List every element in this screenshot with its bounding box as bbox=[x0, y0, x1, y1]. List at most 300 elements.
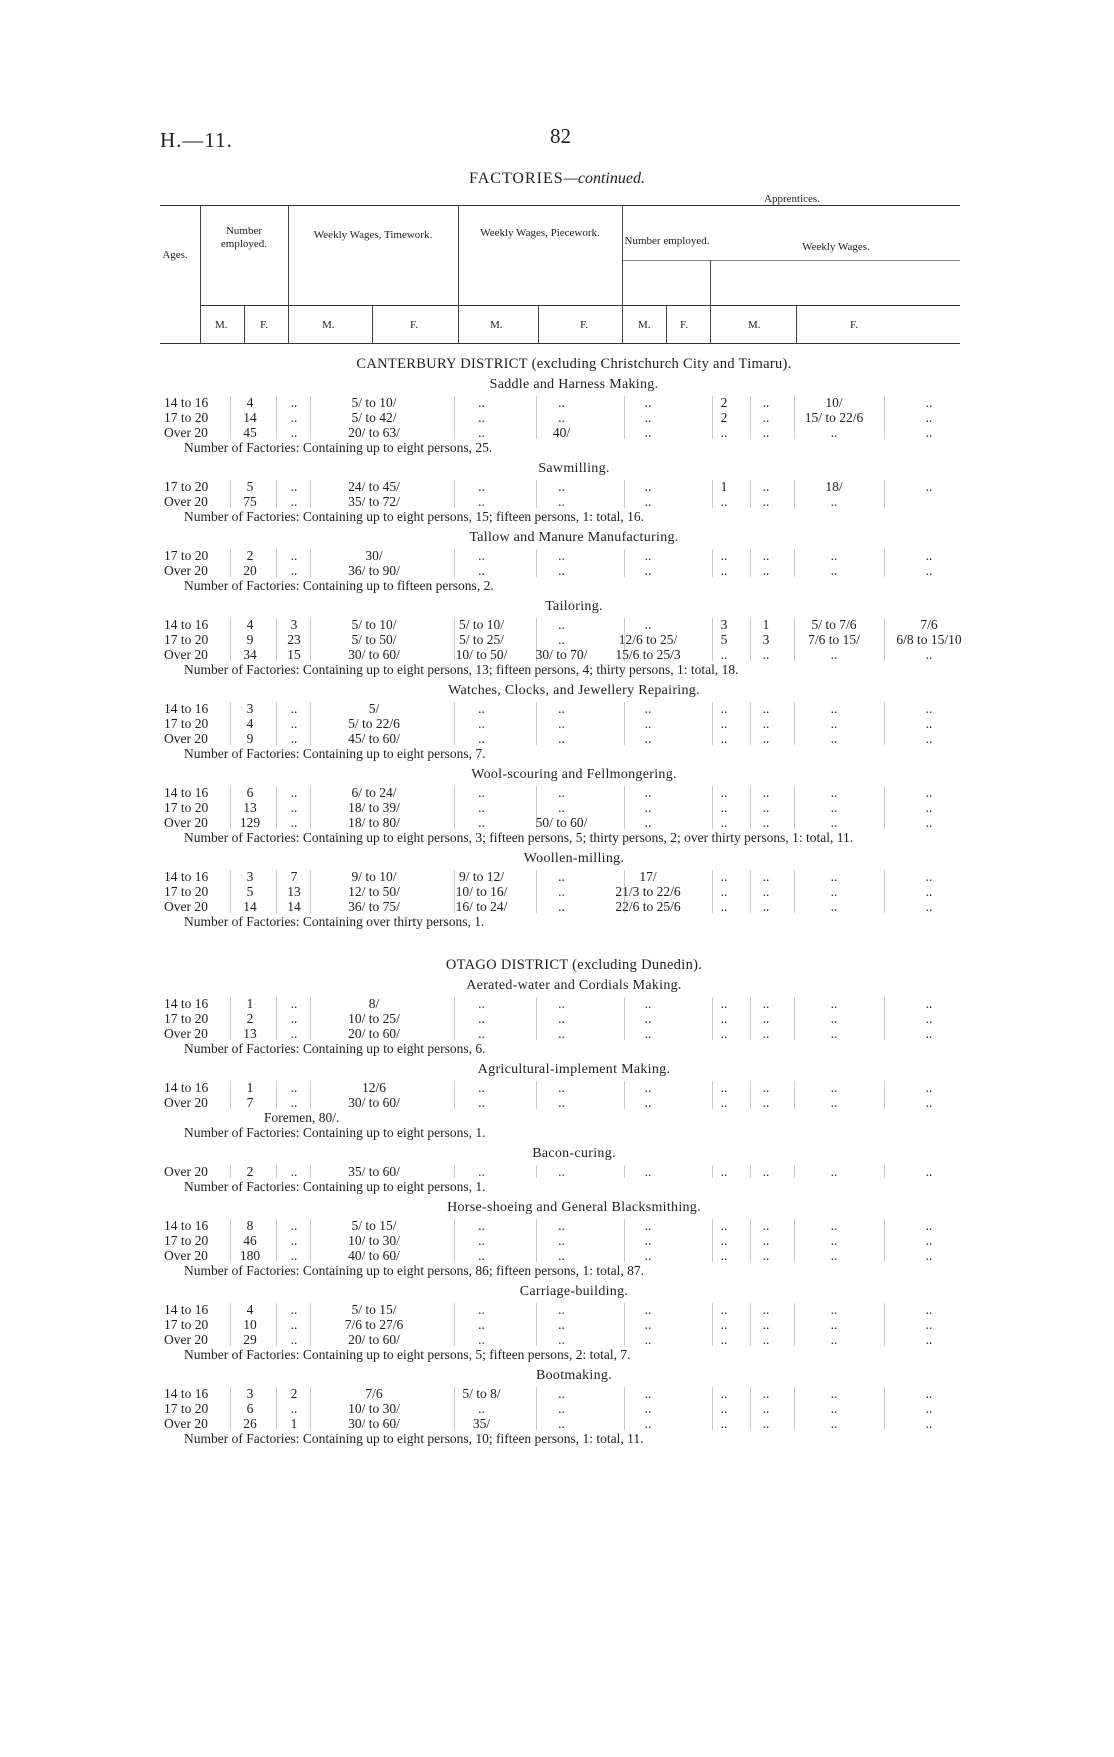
column-rule bbox=[310, 1303, 311, 1346]
cell-app-wages-f: .. bbox=[925, 410, 933, 425]
cell-timework-f: 10/ to 16/ bbox=[455, 884, 508, 899]
factories-note: Number of Factories: Containing up to eight persons, 1. bbox=[184, 1179, 486, 1194]
table-row bbox=[164, 1164, 984, 1179]
trade-block bbox=[164, 1284, 984, 1362]
cell-timework-f: 35/ bbox=[472, 1416, 491, 1431]
column-rule bbox=[230, 549, 231, 577]
cell-app-wages-m: .. bbox=[830, 716, 838, 731]
cell-piecework-m: .. bbox=[558, 1248, 565, 1263]
cell-number-m: 3 bbox=[246, 869, 254, 884]
cell-number-m: 10 bbox=[243, 1317, 257, 1332]
trade-block bbox=[164, 851, 984, 929]
cell-app-wages-f: .. bbox=[925, 731, 933, 746]
column-rule bbox=[624, 870, 625, 913]
trade-rows bbox=[164, 479, 984, 509]
column-rule bbox=[310, 1165, 311, 1178]
cell-apprentice-m: .. bbox=[720, 1332, 728, 1347]
cell-app-wages-f: .. bbox=[925, 425, 933, 440]
cell-number-f: 15 bbox=[287, 647, 301, 662]
column-rule bbox=[712, 702, 713, 745]
cell-age: 14 to 16 bbox=[164, 1080, 209, 1095]
cell-age: 17 to 20 bbox=[164, 632, 209, 647]
cell-app-wages-f: .. bbox=[925, 1080, 933, 1095]
cell-piecework-f: .. bbox=[644, 1317, 652, 1332]
cell-piecework-f: .. bbox=[644, 425, 652, 440]
column-rule bbox=[310, 549, 311, 577]
column-rule bbox=[454, 1081, 455, 1109]
cell-app-wages-m: 15/ to 22/6 bbox=[804, 410, 864, 425]
column-rule bbox=[624, 1387, 625, 1430]
column-rule bbox=[794, 1303, 795, 1346]
cell-apprentice-f: .. bbox=[762, 785, 770, 800]
cell-piecework-f: .. bbox=[644, 479, 652, 494]
cell-apprentice-m: .. bbox=[720, 731, 728, 746]
cell-timework-m: 18/ to 39/ bbox=[348, 800, 400, 815]
foremen-note: Foremen, 80/. bbox=[264, 1110, 340, 1125]
cell-piecework-m: .. bbox=[558, 395, 565, 410]
cell-app-wages-m: .. bbox=[830, 1416, 838, 1431]
cell-apprentice-f: .. bbox=[762, 996, 770, 1011]
cell-timework-m: 10/ to 30/ bbox=[348, 1401, 400, 1416]
table-row bbox=[164, 647, 984, 662]
column-rule bbox=[310, 1081, 311, 1109]
cell-piecework-m: .. bbox=[558, 479, 565, 494]
column-rule bbox=[884, 1219, 885, 1262]
cell-number-f: .. bbox=[290, 479, 298, 494]
column-rule bbox=[750, 702, 751, 745]
cell-timework-m: 30/ to 60/ bbox=[348, 1095, 400, 1110]
column-rule bbox=[230, 1081, 231, 1109]
cell-number-f: .. bbox=[290, 1080, 298, 1095]
column-rule bbox=[536, 702, 537, 745]
table-row bbox=[164, 1248, 984, 1263]
cell-app-wages-m: .. bbox=[830, 701, 838, 716]
cell-number-f: 23 bbox=[287, 632, 301, 647]
cell-app-wages-f: .. bbox=[925, 884, 933, 899]
cell-timework-f: .. bbox=[478, 800, 485, 815]
cell-piecework-m: .. bbox=[558, 716, 565, 731]
cell-timework-m: 24/ to 45/ bbox=[348, 479, 400, 494]
cell-timework-f: .. bbox=[478, 1302, 485, 1317]
column-rule bbox=[750, 997, 751, 1040]
cell-piecework-f: .. bbox=[644, 701, 652, 716]
column-rule bbox=[750, 1387, 751, 1430]
cell-apprentice-m: .. bbox=[720, 716, 728, 731]
column-rule bbox=[230, 618, 231, 661]
cell-timework-m: 5/ to 15/ bbox=[351, 1302, 397, 1317]
cell-apprentice-m: 2 bbox=[720, 410, 728, 425]
column-rule bbox=[884, 1165, 885, 1178]
cell-piecework-m: 50/ to 60/ bbox=[535, 815, 588, 830]
cell-app-wages-m: .. bbox=[830, 1248, 838, 1263]
cell-apprentice-f: .. bbox=[762, 869, 770, 884]
cell-app-wages-m: .. bbox=[830, 548, 838, 563]
column-rule bbox=[750, 618, 751, 661]
factories-note: Number of Factories: Containing up to eight persons, 3; fifteen persons, 5; thirty persons, 2; over thirty persons, 1: total, 11. bbox=[184, 830, 854, 845]
column-rule bbox=[310, 480, 311, 508]
table-row bbox=[164, 785, 984, 800]
cell-timework-m: 5/ to 50/ bbox=[351, 632, 397, 647]
cell-age: 17 to 20 bbox=[164, 800, 209, 815]
page-number: 82 bbox=[550, 124, 571, 148]
cell-number-f: .. bbox=[290, 716, 298, 731]
column-rule bbox=[794, 997, 795, 1040]
cell-timework-f: 5/ to 10/ bbox=[458, 617, 504, 632]
cell-piecework-m: .. bbox=[558, 884, 565, 899]
cell-number-f: .. bbox=[290, 1164, 298, 1179]
cell-timework-m: 5/ bbox=[368, 701, 380, 716]
column-rule bbox=[712, 786, 713, 829]
cell-app-wages-m: .. bbox=[830, 884, 838, 899]
cell-age: 17 to 20 bbox=[164, 1401, 209, 1416]
column-rule bbox=[276, 702, 277, 745]
column-rule bbox=[712, 870, 713, 913]
cell-number-f: .. bbox=[290, 395, 298, 410]
cell-number-f: 3 bbox=[290, 617, 298, 632]
column-rule bbox=[794, 702, 795, 745]
cell-apprentice-m: .. bbox=[720, 884, 728, 899]
cell-number-m: 75 bbox=[243, 494, 257, 509]
cell-piecework-f: .. bbox=[644, 1026, 652, 1041]
spacer bbox=[164, 935, 984, 957]
cell-number-m: 14 bbox=[243, 410, 257, 425]
cell-app-wages-f: 6/8 to 15/10 bbox=[896, 632, 962, 647]
cell-age: 17 to 20 bbox=[164, 548, 209, 563]
cell-app-wages-m: .. bbox=[830, 1332, 838, 1347]
cell-piecework-m: .. bbox=[558, 1164, 565, 1179]
cell-apprentice-m: .. bbox=[720, 996, 728, 1011]
column-rule bbox=[536, 1387, 537, 1430]
trade-rows bbox=[164, 1080, 984, 1110]
column-rule bbox=[536, 618, 537, 661]
cell-apprentice-m: .. bbox=[720, 647, 728, 662]
cell-piecework-f: 22/6 to 25/6 bbox=[615, 899, 681, 914]
column-rule bbox=[454, 702, 455, 745]
cell-piecework-m: .. bbox=[558, 1026, 565, 1041]
cell-apprentice-m: .. bbox=[720, 1026, 728, 1041]
cell-age: Over 20 bbox=[164, 731, 208, 746]
cell-timework-m: 10/ to 30/ bbox=[348, 1233, 400, 1248]
column-rule bbox=[536, 870, 537, 913]
cell-piecework-f: .. bbox=[644, 785, 652, 800]
cell-number-m: 1 bbox=[246, 996, 254, 1011]
cell-number-f: .. bbox=[290, 701, 298, 716]
table-body bbox=[164, 356, 984, 1452]
page-code: H.—11. bbox=[160, 128, 233, 152]
cell-apprentice-f: .. bbox=[762, 884, 770, 899]
column-rule bbox=[536, 1081, 537, 1109]
column-rule bbox=[536, 786, 537, 829]
cell-piecework-f: .. bbox=[644, 731, 652, 746]
factories-note: Number of Factories: Containing up to eight persons, 15; fifteen persons, 1: total, 16. bbox=[184, 509, 645, 524]
cell-piecework-f: .. bbox=[644, 1302, 652, 1317]
cell-number-m: 5 bbox=[246, 479, 254, 494]
trade-rows bbox=[164, 1386, 984, 1431]
cell-timework-f: .. bbox=[478, 410, 485, 425]
cell-apprentice-f: .. bbox=[762, 1317, 770, 1332]
table-row bbox=[164, 800, 984, 815]
column-rule bbox=[454, 480, 455, 508]
cell-timework-f: 16/ to 24/ bbox=[455, 899, 508, 914]
cell-piecework-f: .. bbox=[644, 716, 652, 731]
cell-piecework-m: .. bbox=[558, 899, 565, 914]
table-row bbox=[164, 1317, 984, 1332]
cell-number-m: 129 bbox=[239, 815, 261, 830]
cell-number-f: .. bbox=[290, 800, 298, 815]
table-row bbox=[164, 899, 984, 914]
cell-piecework-m: .. bbox=[558, 1080, 565, 1095]
cell-apprentice-f: .. bbox=[762, 899, 770, 914]
column-rule bbox=[230, 1387, 231, 1430]
table-row bbox=[164, 1080, 984, 1095]
col-f: F. bbox=[410, 319, 418, 331]
column-rule bbox=[884, 1081, 885, 1109]
cell-piecework-f: 15/6 to 25/3 bbox=[615, 647, 681, 662]
cell-timework-f: .. bbox=[478, 548, 485, 563]
trade-name: Horse-shoeing and General Blacksmithing. bbox=[447, 1200, 701, 1215]
cell-piecework-f: .. bbox=[644, 1095, 652, 1110]
cell-age: 14 to 16 bbox=[164, 395, 209, 410]
column-rule bbox=[884, 870, 885, 913]
cell-app-wages-f: .. bbox=[925, 1095, 933, 1110]
cell-number-m: 13 bbox=[243, 1026, 257, 1041]
column-rule bbox=[750, 1165, 751, 1178]
column-header bbox=[160, 193, 960, 345]
column-rule bbox=[276, 1387, 277, 1430]
cell-piecework-f: 12/6 to 25/ bbox=[618, 632, 678, 647]
cell-apprentice-f: 3 bbox=[762, 632, 770, 647]
cell-apprentice-m: .. bbox=[720, 1095, 728, 1110]
cell-apprentice-m: .. bbox=[720, 1011, 728, 1026]
cell-app-wages-f: .. bbox=[925, 647, 933, 662]
column-rule bbox=[454, 997, 455, 1040]
trade-name: Agricultural-implement Making. bbox=[477, 1062, 671, 1077]
cell-timework-f: .. bbox=[478, 785, 485, 800]
cell-piecework-m: .. bbox=[558, 869, 565, 884]
cell-timework-f: .. bbox=[478, 1233, 485, 1248]
column-rule bbox=[230, 1219, 231, 1262]
cell-piecework-f: .. bbox=[644, 815, 652, 830]
column-rule bbox=[454, 786, 455, 829]
cell-app-wages-f: .. bbox=[925, 1302, 933, 1317]
column-rule bbox=[536, 997, 537, 1040]
cell-app-wages-m: .. bbox=[830, 996, 838, 1011]
district-title: OTAGO DISTRICT (excluding Dunedin). bbox=[445, 957, 703, 973]
cell-piecework-f: 17/ bbox=[639, 869, 657, 884]
cell-apprentice-f: .. bbox=[762, 1332, 770, 1347]
trade-rows bbox=[164, 996, 984, 1041]
cell-timework-m: 36/ to 75/ bbox=[348, 899, 400, 914]
col-m: M. bbox=[215, 319, 228, 331]
cell-app-wages-f: .. bbox=[925, 1401, 933, 1416]
cell-number-m: 20 bbox=[243, 563, 257, 578]
column-rule bbox=[310, 1219, 311, 1262]
cell-piecework-f: .. bbox=[644, 1248, 652, 1263]
cell-timework-m: 20/ to 60/ bbox=[348, 1332, 400, 1347]
cell-piecework-m: .. bbox=[558, 563, 565, 578]
cell-apprentice-m: 1 bbox=[720, 479, 728, 494]
column-rule bbox=[712, 1219, 713, 1262]
cell-piecework-m: .. bbox=[558, 1011, 565, 1026]
trade-block bbox=[164, 377, 984, 455]
column-rule bbox=[794, 1081, 795, 1109]
cell-apprentice-f: .. bbox=[762, 716, 770, 731]
cell-apprentice-f: .. bbox=[762, 494, 770, 509]
cell-number-m: 4 bbox=[246, 617, 254, 632]
cell-number-f: .. bbox=[290, 1095, 298, 1110]
trade-block bbox=[164, 767, 984, 845]
cell-timework-f: .. bbox=[478, 1026, 485, 1041]
column-rule bbox=[794, 549, 795, 577]
cell-number-f: .. bbox=[290, 425, 298, 440]
cell-piecework-f: .. bbox=[644, 1218, 652, 1233]
cell-piecework-f: .. bbox=[644, 410, 652, 425]
cell-app-wages-m: .. bbox=[830, 494, 838, 509]
cell-app-wages-m: .. bbox=[830, 1317, 838, 1332]
column-rule bbox=[624, 786, 625, 829]
column-rule bbox=[454, 549, 455, 577]
cell-timework-m: 5/ to 15/ bbox=[351, 1218, 397, 1233]
cell-timework-m: 5/ to 42/ bbox=[351, 410, 397, 425]
table-row bbox=[164, 1233, 984, 1248]
factories-note: Number of Factories: Containing up to eight persons, 10; fifteen persons, 1: total, 11. bbox=[184, 1431, 644, 1446]
cell-number-m: 6 bbox=[246, 785, 254, 800]
cell-number-m: 29 bbox=[243, 1332, 257, 1347]
column-rule bbox=[624, 549, 625, 577]
cell-age: Over 20 bbox=[164, 815, 208, 830]
col-m: M. bbox=[748, 319, 761, 331]
column-rule bbox=[276, 396, 277, 439]
cell-app-wages-f: .. bbox=[925, 563, 933, 578]
cell-apprentice-f: .. bbox=[762, 647, 770, 662]
cell-app-wages-f: .. bbox=[925, 899, 933, 914]
column-rule bbox=[454, 618, 455, 661]
cell-app-wages-m: .. bbox=[830, 1080, 838, 1095]
cell-apprentice-m: .. bbox=[720, 1401, 728, 1416]
cell-app-wages-m: .. bbox=[830, 815, 838, 830]
trade-rows bbox=[164, 1164, 984, 1179]
column-rule bbox=[624, 1165, 625, 1178]
cell-piecework-f: .. bbox=[644, 1416, 652, 1431]
cell-apprentice-f: .. bbox=[762, 1401, 770, 1416]
column-rule bbox=[230, 1165, 231, 1178]
cell-app-wages-f: .. bbox=[925, 1416, 933, 1431]
column-rule bbox=[276, 1165, 277, 1178]
column-rule bbox=[310, 702, 311, 745]
cell-apprentice-f: .. bbox=[762, 1011, 770, 1026]
cell-app-wages-m: .. bbox=[830, 425, 838, 440]
column-rule bbox=[276, 1219, 277, 1262]
col-f: F. bbox=[850, 319, 858, 331]
column-rule bbox=[536, 480, 537, 508]
table-row bbox=[164, 395, 984, 410]
cell-timework-f: .. bbox=[478, 479, 485, 494]
table-row bbox=[164, 731, 984, 746]
column-rule bbox=[536, 1165, 537, 1178]
column-rule bbox=[750, 1219, 751, 1262]
cell-timework-f: 9/ to 12/ bbox=[458, 869, 504, 884]
cell-number-m: 13 bbox=[243, 800, 257, 815]
cell-timework-f: .. bbox=[478, 731, 485, 746]
cell-timework-m: 40/ to 60/ bbox=[348, 1248, 400, 1263]
table-row bbox=[164, 716, 984, 731]
cell-timework-f: .. bbox=[478, 1332, 485, 1347]
cell-app-wages-m: 7/6 to 15/ bbox=[808, 632, 860, 647]
cell-app-wages-m: .. bbox=[830, 731, 838, 746]
cell-timework-m: 9/ to 10/ bbox=[351, 869, 397, 884]
table-row bbox=[164, 494, 984, 509]
cell-app-wages-m: .. bbox=[830, 785, 838, 800]
cell-timework-f: .. bbox=[478, 1164, 485, 1179]
cell-timework-f: .. bbox=[478, 1401, 485, 1416]
cell-age: Over 20 bbox=[164, 1416, 208, 1431]
cell-app-wages-f: 7/6 bbox=[920, 617, 938, 632]
cell-age: 17 to 20 bbox=[164, 1011, 209, 1026]
cell-apprentice-m: 2 bbox=[720, 395, 728, 410]
cell-piecework-f: .. bbox=[644, 996, 652, 1011]
cell-app-wages-m: .. bbox=[830, 1386, 838, 1401]
column-rule bbox=[276, 1081, 277, 1109]
col-weekly-timework: Weekly Wages, Timework. bbox=[313, 229, 433, 241]
column-rule bbox=[310, 396, 311, 439]
trade-name: Wool-scouring and Fellmongering. bbox=[471, 767, 677, 782]
cell-apprentice-m: .. bbox=[720, 899, 728, 914]
cell-app-wages-m: 5/ to 7/6 bbox=[811, 617, 857, 632]
cell-timework-m: 30/ bbox=[365, 548, 383, 563]
cell-piecework-m: .. bbox=[558, 800, 565, 815]
cell-app-wages-f: .. bbox=[925, 1317, 933, 1332]
column-rule bbox=[624, 480, 625, 508]
column-rule bbox=[310, 870, 311, 913]
cell-apprentice-m: .. bbox=[720, 1317, 728, 1332]
cell-number-f: .. bbox=[290, 548, 298, 563]
factories-note: Number of Factories: Containing up to eight persons, 13; fifteen persons, 4; thirty persons, 1: total, 18. bbox=[184, 662, 739, 677]
factories-note: Number of Factories: Containing up to eight persons, 1. bbox=[184, 1125, 486, 1140]
cell-timework-m: 30/ to 60/ bbox=[348, 1416, 400, 1431]
column-rule bbox=[454, 396, 455, 439]
cell-timework-f: 5/ to 25/ bbox=[458, 632, 504, 647]
cell-number-m: 46 bbox=[243, 1233, 257, 1248]
column-rule bbox=[794, 1219, 795, 1262]
cell-number-f: .. bbox=[290, 1218, 298, 1233]
column-rule bbox=[230, 396, 231, 439]
cell-app-wages-m: 10/ bbox=[825, 395, 843, 410]
cell-apprentice-f: .. bbox=[762, 395, 770, 410]
cell-number-m: 3 bbox=[246, 701, 254, 716]
cell-app-wages-f: .. bbox=[925, 1011, 933, 1026]
cell-apprentice-m: .. bbox=[720, 785, 728, 800]
trade-name: Sawmilling. bbox=[538, 461, 610, 476]
cell-apprentice-m: .. bbox=[720, 1248, 728, 1263]
cell-timework-f: .. bbox=[478, 1248, 485, 1263]
cell-age: Over 20 bbox=[164, 425, 208, 440]
trade-block bbox=[164, 461, 984, 524]
column-rule bbox=[624, 702, 625, 745]
column-rule bbox=[750, 396, 751, 439]
column-rule bbox=[712, 997, 713, 1040]
cell-number-m: 9 bbox=[246, 731, 254, 746]
cell-timework-f: .. bbox=[478, 1095, 485, 1110]
cell-timework-f: .. bbox=[478, 1218, 485, 1233]
cell-age: 14 to 16 bbox=[164, 701, 209, 716]
column-rule bbox=[624, 396, 625, 439]
cell-age: 14 to 16 bbox=[164, 996, 209, 1011]
cell-timework-f: 5/ to 8/ bbox=[462, 1386, 501, 1401]
cell-timework-m: 36/ to 90/ bbox=[348, 563, 400, 578]
column-rule bbox=[310, 1387, 311, 1430]
cell-age: Over 20 bbox=[164, 563, 208, 578]
column-rule bbox=[454, 1219, 455, 1262]
